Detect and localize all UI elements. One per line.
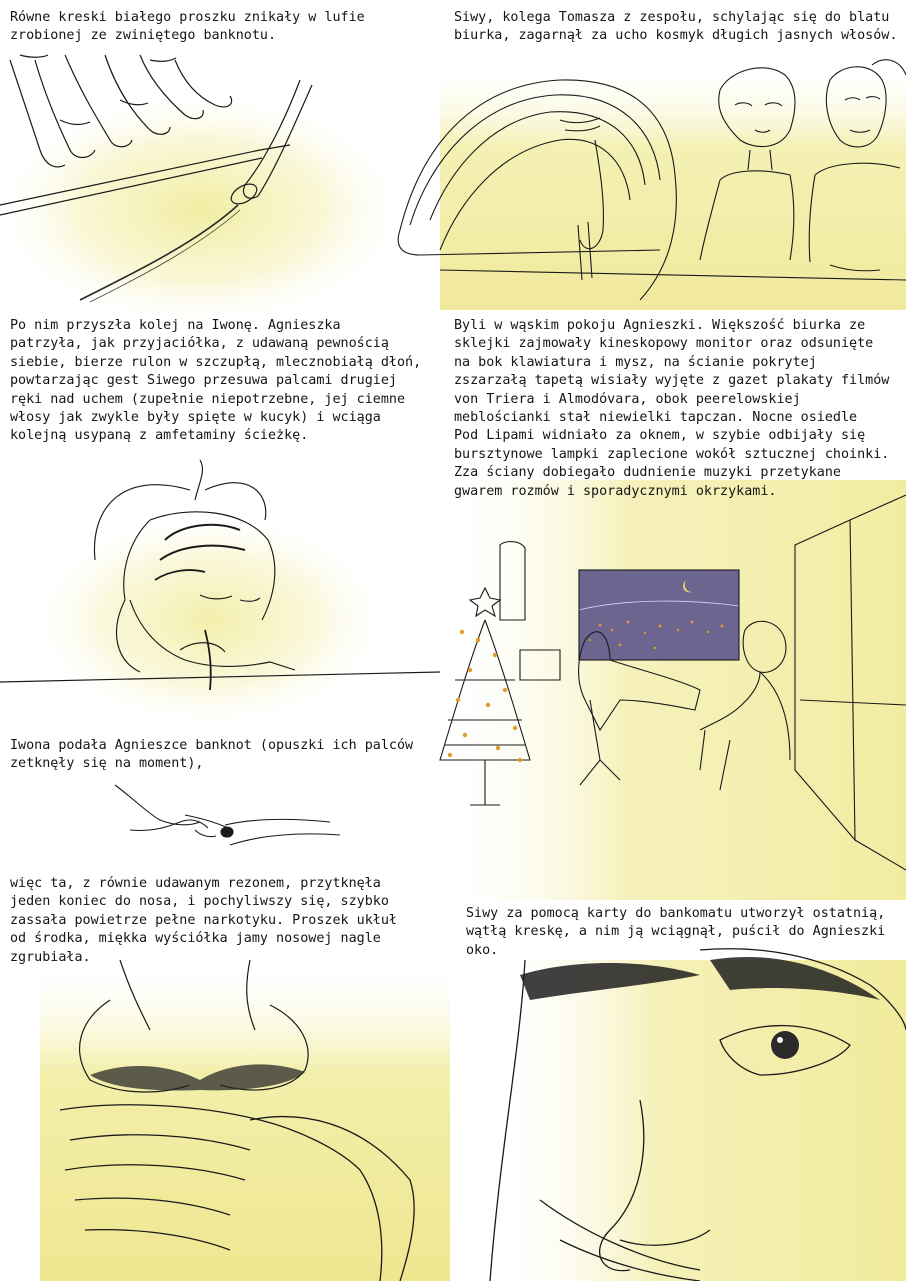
caption-1: Równe kreski białego proszku znikały w lufie zrobionej ze zwiniętego banknotu. (10, 10, 365, 44)
panel-hands-passing-banknote (115, 785, 340, 845)
caption-5: Iwona podała Agnieszce banknot (opuszki ich palców zetknęły się na moment), (10, 738, 414, 772)
panel-iwona-snorting (0, 460, 440, 730)
caption-3: Po nim przyszła kolej na Iwonę. Agnieszka patrzyła, jak przyjaciółka, z udawaną pewnością siebie, bierze rulon w szczupłą, mlecznobiałą dłoń, powtarzając gest Siwego przesuwa palcami drugiej ręki nad uchem (zupełnie niepotrzebne, jej ciemne włosy jak zwykle były spięte w kucyk) i wciąga kolejną usypaną z amfetaminy ścieżkę. (10, 318, 422, 444)
night-window (579, 570, 739, 660)
panel-banknote-tube-hands (0, 55, 410, 330)
panel-siwy-eye-closeup (490, 949, 906, 1281)
caption-7: Siwy za pomocą karty do bankomatu utworzył ostatnią, wątłą kreskę, a nim ją wciągnął, puścił do Agnieszki oko. (466, 906, 886, 958)
caption-6: więc ta, z równie udawanym rezonem, przytknęła jeden koniec do nosa, i pochyliwszy się, szybko zassała powietrze pełne narkotyku. Proszek ukłuł od środka, miękka wyściółka jamy nosowej nagle zgrubiała. (10, 876, 397, 965)
caption-2: Siwy, kolega Tomasza z zespołu, schylając się do blatu biurka, zagarnął za ucho kosmyk długich jasnych włosów. (454, 10, 898, 44)
caption-4: Byli w wąskim pokoju Agnieszki. Większość biurka ze sklejki zajmowały kineskopowy monitor oraz odsunięte na bok klawiatura i mysz, na ścianie pokrytej zszarzałą tapetą wisiały wyjęte z gazet plakaty filmów von Triera i Almodóvara, obok peerelowskiej meblościanki stał niewielki tapczan. Nocne osiedle Pod Lipami widniało za oknem, w szybie odbijały się bursztynowe lampki zaplecione wokół sztucznej choinki. Zza ściany dobiegało dudnienie muzyki przetykane gwarem rozmów i sporadycznymi okrzykami. (454, 318, 890, 499)
panel-nose-closeup (40, 960, 450, 1281)
panel-siwy-bent-over-desk (398, 60, 906, 310)
panel-room-christmas-tree (440, 480, 906, 900)
